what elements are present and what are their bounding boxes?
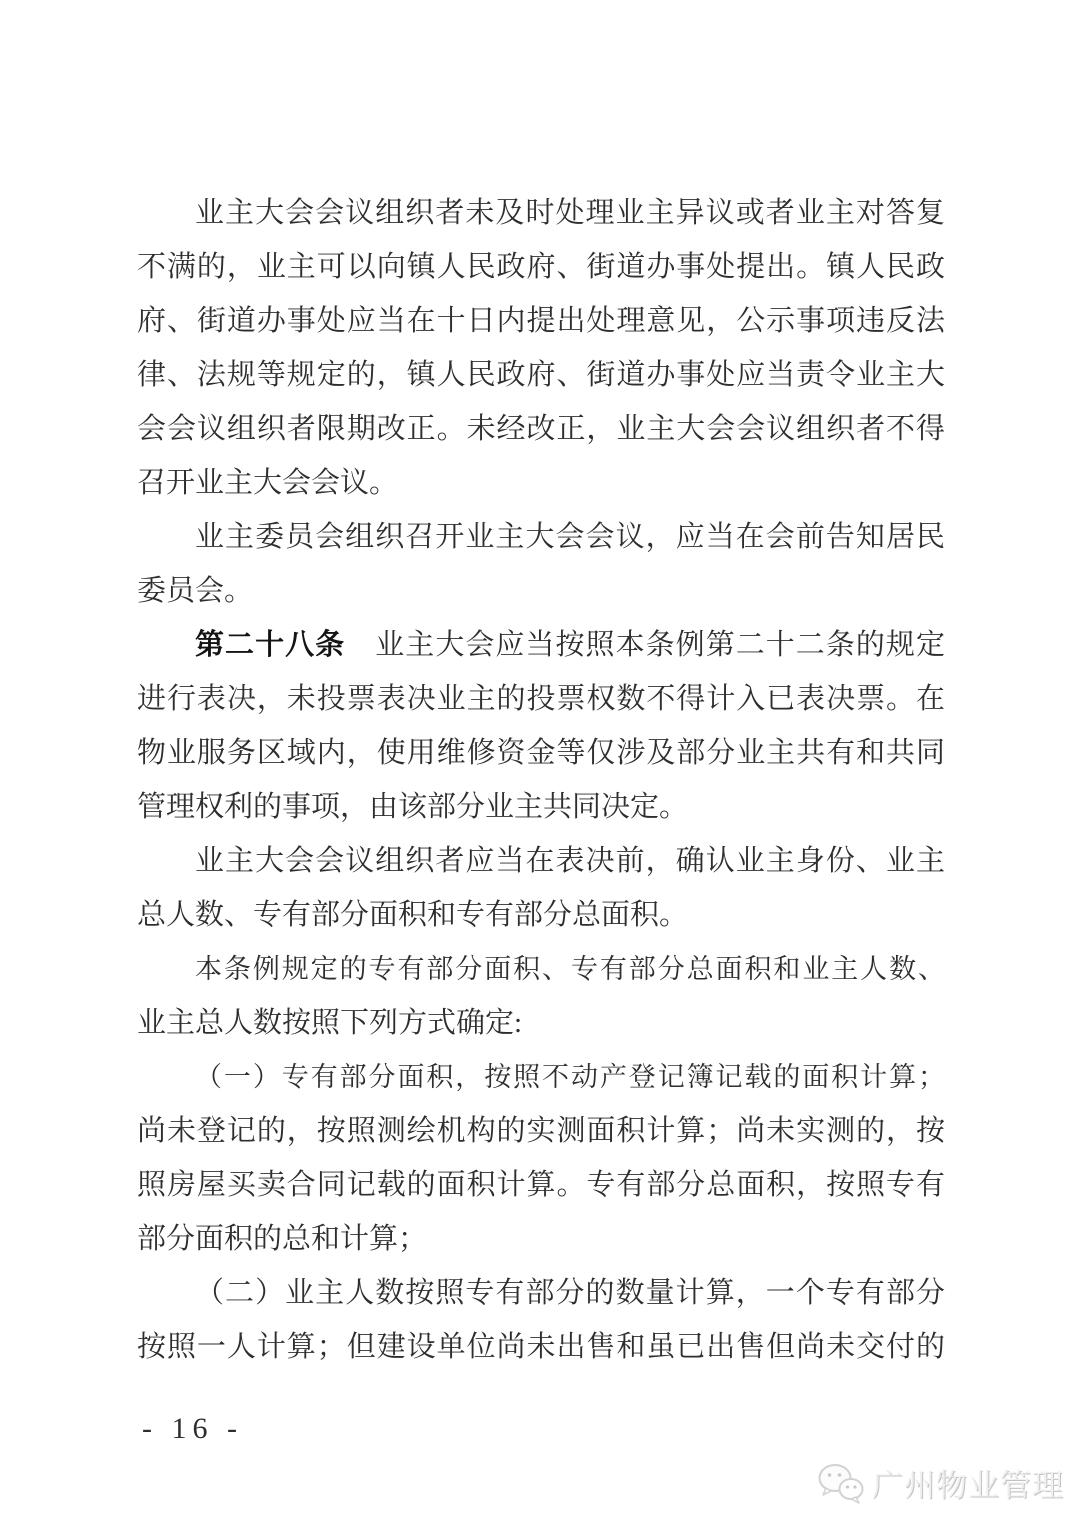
paragraph <box>137 1266 945 1374</box>
line-text: 府、街道办事处应当在十日内提出处理意见，公示事项违反法 <box>137 305 945 337</box>
text-line <box>137 942 945 996</box>
line-text: 照房屋买卖合同记载的面积计算。专有部分总面积，按照专有 <box>137 1169 945 1201</box>
text-line <box>137 294 945 348</box>
text-line <box>137 834 945 888</box>
line-text: （一）专有部分面积，按照不动产登记簿记载的面积计算； <box>195 1062 945 1092</box>
text-line <box>137 348 945 402</box>
paragraph <box>137 618 945 834</box>
line-text: 会会议组织者限期改正。未经改正，业主大会会议组织者不得 <box>137 413 945 445</box>
line-text: 按照一人计算；但建设单位尚未出售和虽已出售但尚未交付的 <box>137 1331 945 1363</box>
text-line <box>137 996 945 1050</box>
text-line <box>137 1320 945 1374</box>
line-text: 部分面积的总和计算； <box>137 1223 428 1255</box>
text-line <box>137 618 945 672</box>
line-text: 不满的，业主可以向镇人民政府、街道办事处提出。镇人民政 <box>137 251 945 283</box>
line-text: 委员会。 <box>137 575 254 607</box>
text-line <box>137 510 945 564</box>
watermark <box>816 1460 1064 1505</box>
text-line <box>137 1158 945 1212</box>
line-text: 业主委员会组织召开业主大会会议，应当在会前告知居民 <box>195 521 945 553</box>
text-line <box>137 1104 945 1158</box>
page-number: - 16 - <box>142 1412 243 1445</box>
paragraph <box>137 186 945 510</box>
text-line <box>137 672 945 726</box>
line-text: 尚未登记的，按照测绘机构的实测面积计算；尚未实测的，按 <box>137 1115 945 1147</box>
line-text: 业主大会会议组织者未及时处理业主异议或者业主对答复 <box>195 197 945 229</box>
text-line <box>137 1050 945 1104</box>
line-text: （二）业主人数按照专有部分的数量计算，一个专有部分 <box>195 1277 945 1309</box>
line-text: 进行表决，未投票表决业主的投票权数不得计入已表决票。在 <box>137 683 945 715</box>
watermark-text: 广州物业管理 <box>872 1468 1064 1503</box>
line-text: 物业服务区域内，使用维修资金等仅涉及部分业主共有和共同 <box>137 737 945 769</box>
paragraph <box>137 510 945 618</box>
text-line <box>137 564 945 618</box>
text-line <box>137 186 945 240</box>
paragraph <box>137 1050 945 1266</box>
line-text: 业主总人数按照下列方式确定: <box>137 1007 523 1039</box>
text-line <box>137 726 945 780</box>
text-line <box>137 780 945 834</box>
line-text: 本条例规定的专有部分面积、专有部分总面积和业主人数、 <box>195 954 945 984</box>
line-text: 总人数、专有部分面积和专有部分总面积。 <box>137 899 689 931</box>
line-text: 律、法规等规定的，镇人民政府、街道办事处应当责令业主大 <box>137 359 945 391</box>
text-line <box>137 1266 945 1320</box>
document-body <box>137 186 945 1374</box>
text-line <box>137 456 945 510</box>
text-line <box>137 888 945 942</box>
line-text: 业主大会会议组织者应当在表决前，确认业主身份、业主 <box>195 845 945 877</box>
article-number: 第二十八条 <box>195 629 346 661</box>
line-text: 业主大会应当按照本条例第二十二条的规定 <box>345 629 945 661</box>
paragraph <box>137 834 945 942</box>
text-line <box>137 240 945 294</box>
line-text: 管理权利的事项，由该部分业主共同决定。 <box>137 791 689 823</box>
line-text: 召开业主大会会议。 <box>137 467 399 499</box>
text-line <box>137 402 945 456</box>
wechat-icon <box>816 1462 866 1504</box>
text-line <box>137 1212 945 1266</box>
paragraph <box>137 942 945 1050</box>
